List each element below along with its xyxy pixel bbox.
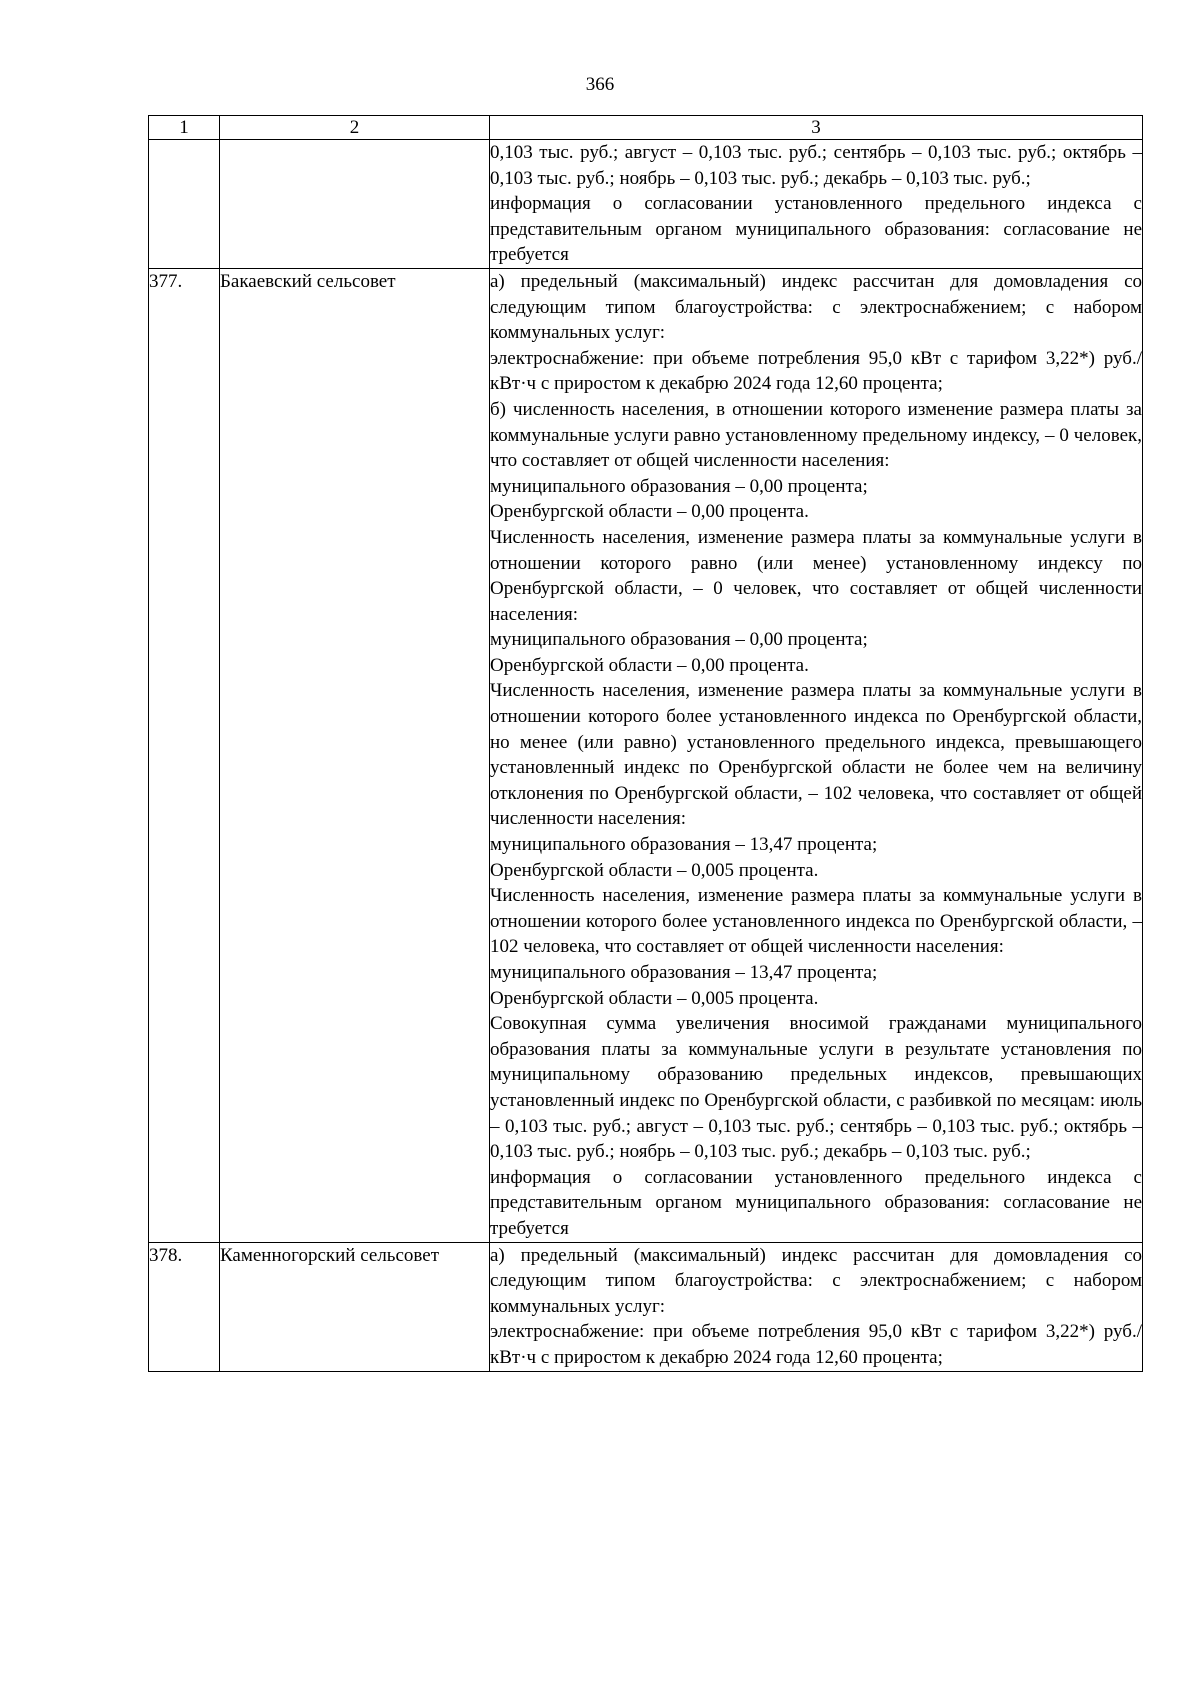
index-description — [490, 268, 1143, 1242]
index-description — [490, 140, 1143, 269]
municipal-index-table — [148, 115, 1143, 1372]
municipality-name — [220, 140, 490, 269]
table-row — [149, 140, 1143, 269]
description-paragraph: Оренбургской области – 0,005 процента. — [490, 987, 819, 1009]
description-paragraph: Оренбургской области – 0,005 процента. — [490, 859, 819, 881]
description-paragraph: 0,103 тыс. руб.; август – 0,103 тыс. руб.; сентябрь – 0,103 тыс. руб.; октябрь – 0,103 тыс. руб.; ноябрь – 0,103 тыс. руб.; декабрь – 0,103 тыс. руб.; — [490, 142, 1142, 189]
description-paragraph: Оренбургской области – 0,00 процента. — [490, 501, 809, 523]
description-paragraph: муниципального образования – 13,47 процента; — [490, 834, 878, 856]
row-number — [149, 140, 220, 269]
description-paragraph: электроснабжение: при объеме потребления 95,0 кВт с тарифом 3,22*) руб./кВт·ч с приростом к декабрю 2024 года 12,60 процента; — [490, 1321, 1142, 1368]
description-paragraph: Оренбургской области – 0,00 процента. — [490, 654, 809, 676]
municipality-name: Бакаевский сельсовет — [220, 268, 490, 1242]
description-paragraph: муниципального образования – 13,47 процента; — [490, 962, 878, 983]
description-paragraph: муниципального образования – 0,00 процента; — [490, 629, 868, 651]
index-description — [490, 1242, 1143, 1371]
table-row — [149, 268, 1143, 1242]
municipality-name: Каменногорский сельсовет — [220, 1242, 490, 1371]
description-paragraph: муниципального образования – 0,00 процента; — [490, 475, 868, 497]
row-number: 378. — [149, 1242, 220, 1371]
description-paragraph: информация о согласовании установленного предельного индекса с представительным органом муниципального образования: согласование не требуется — [490, 1166, 1142, 1239]
table-row — [149, 1242, 1143, 1371]
column-number-1: 1 — [149, 116, 220, 140]
description-paragraph: Численность населения, изменение размера платы за коммунальные услуги в отношении которого более установленного индекса по Оренбургской области, но менее (или равно) установленного предельного индекса, превышающего установленный индекс по Оренбургской области не более чем на величину отклонения по Оренбургской области, – 102 человека, что составляет от общей численности населения: — [490, 680, 1142, 830]
column-number-3: 3 — [490, 116, 1143, 140]
description-paragraph: информация о согласовании установленного предельного индекса с представительным органом муниципального образования: согласование не требуется — [490, 193, 1142, 266]
description-paragraph: электроснабжение: при объеме потребления 95,0 кВт с тарифом 3,22*) руб./кВт·ч с приростом к декабрю 2024 года 12,60 процента; — [490, 347, 1142, 395]
description-paragraph: а) предельный (максимальный) индекс рассчитан для домовладения со следующим типом благоустройства: с электроснабжением; с набором коммунальных услуг: — [490, 270, 1142, 344]
description-paragraph: Численность населения, изменение размера платы за коммунальные услуги в отношении которого равно (или менее) установленному индексу по Оренбургской области, – 0 человек, что составляет от общей численности населения: — [490, 526, 1142, 625]
column-number-2: 2 — [220, 116, 490, 140]
description-paragraph: Совокупная сумма увеличения вносимой гражданами муниципального образования платы за коммунальные услуги в результате установления по муниципальному образованию предельных индексов, превышающих установленный индекс по Оренбургской области, с разбивкой по месяцам: июль – 0,103 тыс. руб.; август – 0,103 тыс. руб.; сентябрь – 0,103 тыс. руб.; октябрь – 0,103 тыс. руб.; ноябрь – 0,103 тыс. руб.; декабрь – 0,103 тыс. руб.; — [490, 1013, 1142, 1163]
description-paragraph: б) численность населения, в отношении которого изменение размера платы за коммунальные услуги равно установленному предельному индексу, – 0 человек, что составляет от общей численности населения: — [490, 398, 1142, 472]
column-number-row — [149, 116, 1143, 140]
description-paragraph: Численность населения, изменение размера платы за коммунальные услуги в отношении которого более установленного индекса по Оренбургской области, – 102 человека, что составляет от общей численности населения: — [490, 885, 1142, 958]
row-number: 377. — [149, 268, 220, 1242]
page-number: 366 — [585, 74, 615, 95]
description-paragraph: а) предельный (максимальный) индекс рассчитан для домовладения со следующим типом благоустройства: с электроснабжением; с набором коммунальных услуг: — [490, 1244, 1142, 1317]
